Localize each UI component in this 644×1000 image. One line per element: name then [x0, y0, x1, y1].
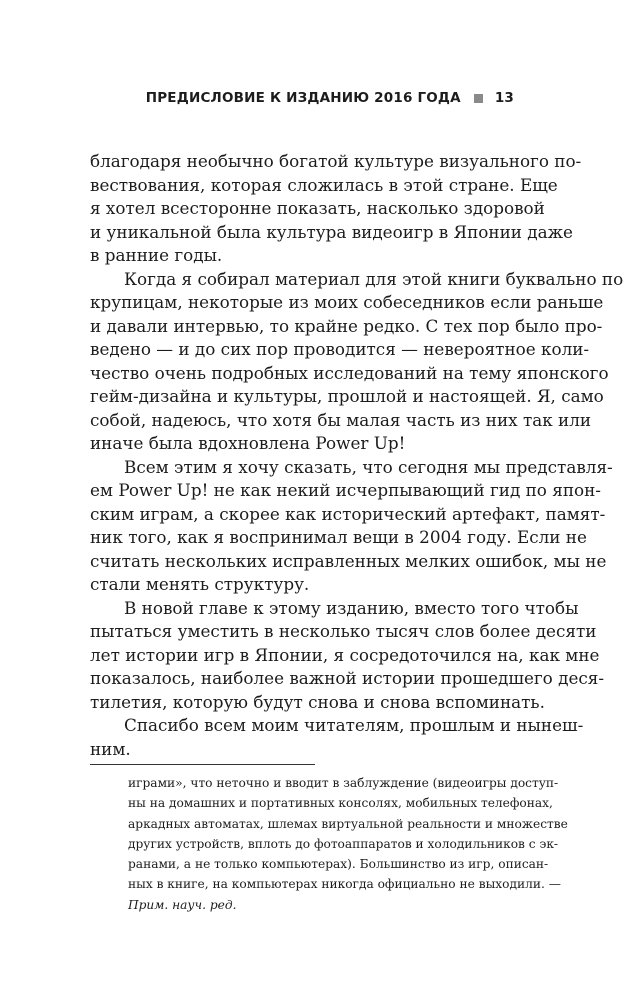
separator-square-icon — [474, 94, 483, 103]
body-text — [90, 150, 624, 761]
footnote-divider — [90, 764, 315, 765]
text-line: и давали интервью, то крайне редко. С тех пор было про- — [90, 315, 603, 336]
text-line: Всем этим я хочу сказать, что сегодня мы представля- — [124, 456, 613, 477]
paragraph — [90, 597, 605, 715]
paragraph — [90, 456, 613, 597]
text-line: стали менять структуру. — [90, 574, 310, 594]
text-line: и уникальной была культура видеоигр в Японии даже — [90, 221, 573, 242]
text-line: благодаря необычно богатой культуре визуального по- — [90, 151, 582, 171]
text-line: гейм-дизайна и культуры, прошлой и настоящей. Я, само — [90, 386, 604, 406]
text-line: В новой главе к этому изданию, вместо того чтобы — [124, 597, 579, 618]
text-line: в ранние годы. — [90, 245, 223, 265]
text-line: ведено — и до сих пор проводится — невероятное коли- — [90, 339, 590, 359]
footnote-line: аркадных автоматах, шлемах виртуальной реальности и множестве — [128, 816, 568, 831]
footnote-line: других устройств, вплоть до фотоаппаратов и холодильников с эк- — [128, 836, 559, 851]
text-line: я хотел всесторонне показать, насколько здоровой — [90, 198, 545, 218]
chapter-title: ПРЕДИСЛОВИЕ К ИЗДАНИЮ 2016 ГОДА — [145, 90, 461, 106]
footnote-attribution: Прим. науч. ред. — [128, 897, 237, 912]
footnote-line: ны на домашних и портативных консолях, мобильных телефонах, — [128, 796, 553, 811]
paragraph — [90, 714, 584, 761]
paragraph — [90, 150, 582, 268]
text-line: пытаться уместить в несколько тысяч слов более десяти — [90, 621, 597, 641]
page-number: 13 — [494, 90, 514, 106]
text-line: считать нескольких исправленных мелких ошибок, мы не — [90, 550, 607, 571]
text-line: ем Power Up! не как некий исчерпывающий гид по япон- — [90, 480, 601, 500]
footnote-line: играми», что неточно и вводит в заблуждение (видеоигры доступ- — [128, 776, 559, 790]
footnote-line: ранами, а не только компьютерах). Большинство из игр, описан- — [128, 857, 549, 872]
footnote — [128, 773, 568, 915]
footnote-line: ных в книге, на компьютерах никогда официально не выходили. — — [128, 877, 561, 892]
text-line: чество очень подробных исследований на тему японского — [90, 362, 609, 383]
text-line: иначе была вдохновлена Power Up! — [90, 433, 406, 453]
text-line: ним. — [90, 738, 131, 759]
text-line: собой, надеюсь, что хотя бы малая часть из них так или — [90, 409, 592, 430]
running-header — [146, 90, 514, 106]
paragraph — [90, 268, 624, 456]
text-line: Когда я собирал материал для этой книги буквально по — [124, 268, 624, 289]
text-line: ник того, как я воспринимал вещи в 2004 году. Если не — [90, 527, 587, 547]
text-line: вествования, которая сложилась в этой стране. Еще — [90, 174, 558, 195]
text-line: ским играм, а скорее как исторический артефакт, памят- — [90, 503, 606, 524]
text-line: крупицам, некоторые из моих собеседников если раньше — [90, 292, 604, 312]
text-line: показалось, наиболее важной истории прошедшего деся- — [90, 668, 605, 688]
text-line: Спасибо всем моим читателям, прошлым и нынеш- — [124, 715, 584, 735]
text-line: тилетия, которую будут снова и снова вспоминать. — [90, 691, 545, 712]
text-line: лет истории игр в Японии, я сосредоточился на, как мне — [90, 644, 600, 665]
